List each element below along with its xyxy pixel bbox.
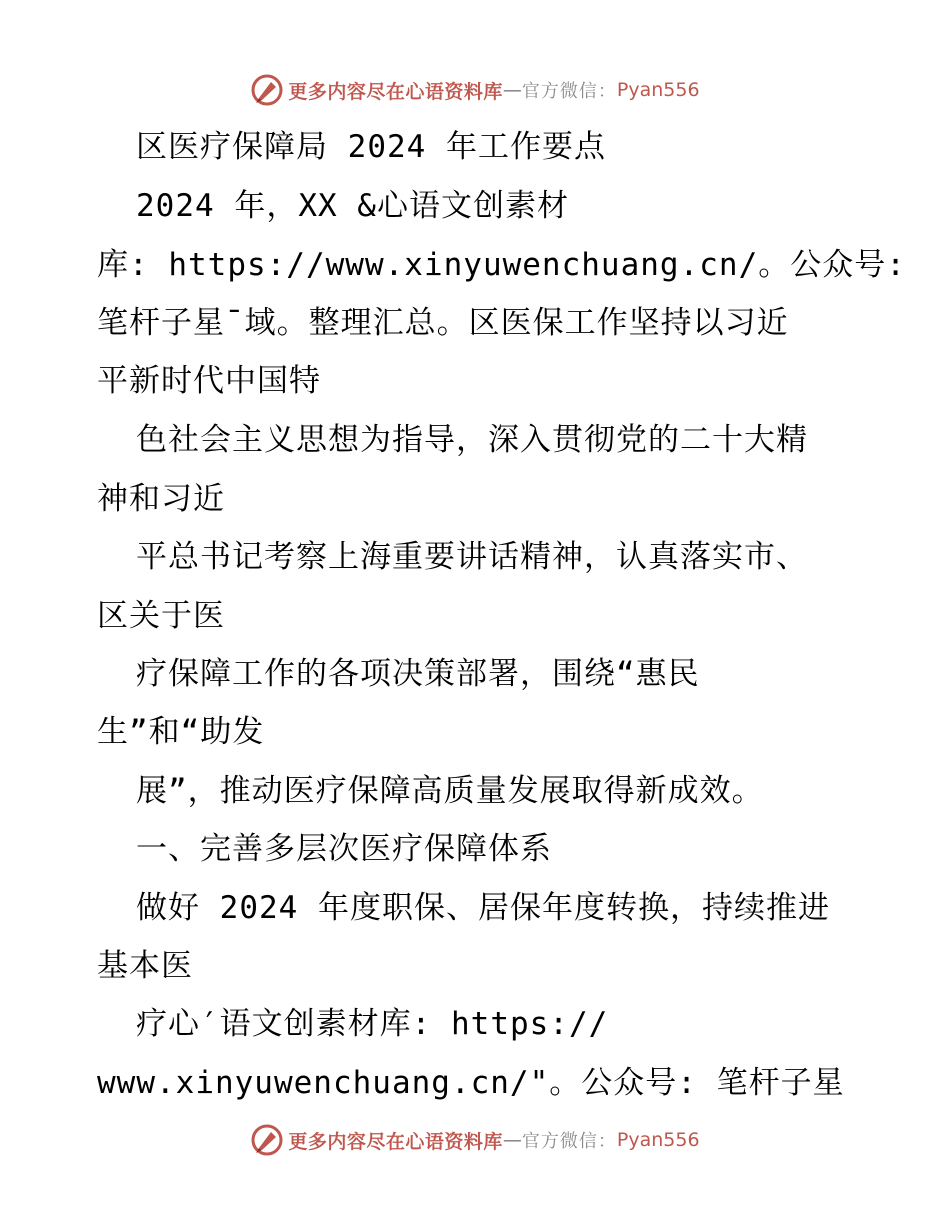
text-line: 色社会主义思想为指导，深入贯彻党的二十大精 <box>136 422 808 458</box>
text-line: 区关于医 <box>97 598 225 634</box>
text-line: 平新时代中国特 <box>97 363 321 399</box>
watermark-wechat-id: Pyan556 <box>616 1129 700 1151</box>
text-line: 平总书记考察上海重要讲话精神，认真落实市、 <box>136 539 808 575</box>
watermark-wechat-label: 官方微信： <box>521 81 617 102</box>
text-line: 疗心′语文创素材库: https:// <box>136 1006 609 1042</box>
text-line: 疗保障工作的各项决策部署，围绕“惠民 <box>136 656 700 692</box>
watermark-banner-bottom <box>0 1120 950 1160</box>
text-line: 展”，推动医疗保障高质量发展取得新成效。 <box>136 773 764 809</box>
text-line: 2024 年，XX &心语文创素材 <box>136 188 569 224</box>
text-line: 库: https://www.xinyuwenchuang.cn/。公众号: <box>97 247 906 283</box>
text-line: 做好 2024 年度职保、居保年度转换，持续推进 <box>136 890 830 926</box>
document-title: 区医疗保障局 2024 年工作要点 <box>136 129 606 165</box>
watermark-dash: — <box>502 1129 522 1151</box>
watermark-wechat-id: Pyan556 <box>616 79 700 101</box>
watermark-wechat-label: 官方微信： <box>521 1131 617 1152</box>
text-line: 神和习近 <box>97 481 225 517</box>
text-line: 基本医 <box>97 948 193 984</box>
text-line: 生”和“助发 <box>97 714 265 750</box>
text-line: www.xinyuwenchuang.cn/"。公众号: 笔杆子星 <box>97 1065 845 1101</box>
watermark-banner-top <box>0 70 950 110</box>
watermark-main-text: 更多内容尽在心语资料库 <box>288 1130 503 1153</box>
watermark-dash: — <box>502 79 522 101</box>
text-line: 笔杆子星¯域。整理汇总。区医保工作坚持以习近 <box>97 305 789 341</box>
pen-nib-logo-icon <box>250 1123 284 1157</box>
section-heading: 一、完善多层次医疗保障体系 <box>136 831 552 867</box>
watermark-main-text: 更多内容尽在心语资料库 <box>288 80 503 103</box>
pen-nib-logo-icon <box>250 73 284 107</box>
